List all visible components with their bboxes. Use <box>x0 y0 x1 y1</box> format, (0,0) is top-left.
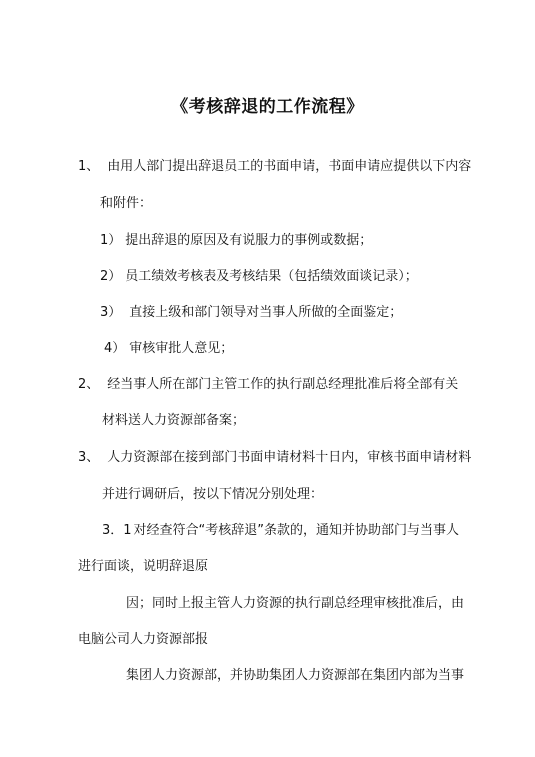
sub-item-4 <box>104 341 233 357</box>
sub-item-1 <box>100 233 372 249</box>
list-item-3 <box>78 450 471 466</box>
item-text: 和附件： <box>100 196 153 211</box>
item-number: 1） <box>100 233 122 248</box>
item-text: 电脑公司人力资源部报 <box>78 632 209 647</box>
item-text: 经当事人所在部门主管工作的执行副总经理批准后将全部有关 <box>107 377 459 392</box>
paragraph-line <box>126 596 464 612</box>
item-number: 1、 <box>78 159 100 174</box>
list-item-1-continuation <box>100 196 152 212</box>
item-text: 并进行调研后，按以下情况分别处理： <box>102 487 324 502</box>
sub-item-3 <box>100 305 402 321</box>
item-number: 2） <box>100 269 122 284</box>
item-text: 审核审批人意见； <box>129 341 234 356</box>
item-text: 材料送人力资源部备案； <box>102 413 246 428</box>
item-text: 员工绩效考核表及考核结果（包括绩效面谈记录）； <box>125 269 418 284</box>
item-text: 对经查符合“考核辞退”条款的，通知并协助部门与当事人 <box>133 523 460 538</box>
paragraph-line <box>78 632 208 648</box>
item-text: 由用人部门提出辞退员工的书面申请，书面申请应提供以下内容 <box>107 159 472 174</box>
list-item-2-continuation <box>102 413 245 429</box>
item-text: 人力资源部在接到部门书面申请材料十日内，审核书面申请材料 <box>107 450 472 465</box>
item-text: 直接上级和部门领导对当事人所做的全面鉴定； <box>129 305 403 320</box>
paragraph-line <box>126 668 464 684</box>
item-text: 提出辞退的原因及有说服力的事例或数据； <box>125 233 373 248</box>
item-number: 2、 <box>78 377 100 392</box>
sub-item-3-1 <box>102 523 459 539</box>
document-title: 《考核辞退的工作流程》 <box>171 97 364 117</box>
item-text: 集团人力资源部，并协助集团人力资源部在集团内部为当事 <box>126 668 465 683</box>
sub-item-2 <box>100 269 418 285</box>
item-text: 进行面谈，说明辞退原 <box>78 559 209 574</box>
item-number: 3） <box>100 305 122 320</box>
item-number: 3．1 <box>102 523 132 538</box>
item-text: 因；同时上报主管人力资源的执行副总经理审核批准后，由 <box>126 596 465 611</box>
list-item-1 <box>78 159 471 175</box>
list-item-2 <box>78 377 458 393</box>
item-number: 3、 <box>78 450 100 465</box>
paragraph-line <box>78 559 208 575</box>
item-number: 4） <box>104 341 126 356</box>
list-item-3-continuation <box>102 487 323 503</box>
